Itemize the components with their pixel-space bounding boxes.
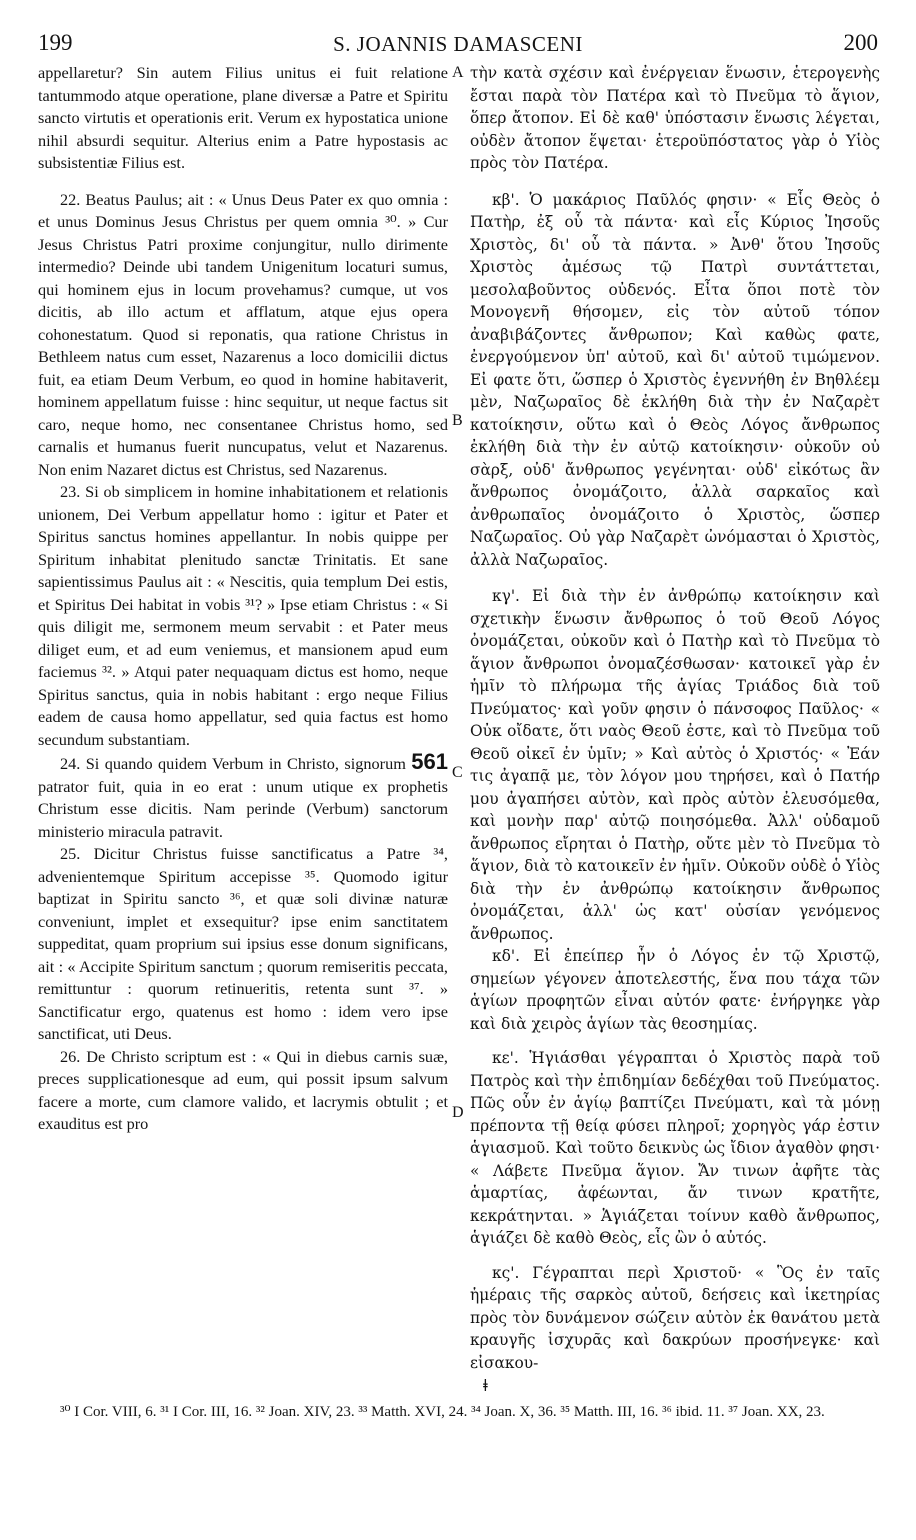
latin-paragraph-22: 22. Beatus Paulus; ait : « Unus Deus Pater ex quo omnia : et unus Dominus Jesus Christus per quem omnia ³⁰. » Cur Jesus Christus Patri proxime conjungitur, nullo dirimente intermedio? Deinde ubi tandem Unigenitum locaturi sumus, qui hominem ejus in locum provehamus? cumque, ut vos dicitis, ab illo actum et afflatum, atque ejus opera cohonestatum. Quod si reponatis, qua ratione Christus in Bethleem natus cum esset, Nazarenus a loco domicilii dictus fuit, ea etiam Deum Verbum, eo quod in homine habitaverit, hominem appellatum fuisse : hinc sequitur, ut neque factus sit caro, neque homo, nec consentanee Christus homo, sed carnalis et humanus fuerit nuncupatus, velut et Nazarenus. Non enim Nazaret dictus est Christus, sed Nazarenus.: [38, 189, 448, 479]
latin-paragraph-24-rest: patrator fuit, quia in eo erat : unum utique ex prophetis Christum esse dicitis. Nam perinde (Verbum) sanctorum ministerio miracula patravit.: [38, 776, 448, 841]
margin-letter-d: D: [452, 1104, 464, 1121]
page-header: [38, 30, 878, 58]
greek-paragraph-26: κς'. Γέγραπται περὶ Χριστοῦ· « Ὃς ἐν ταῖς ἡμέραις τῆς σαρκὸς αὐτοῦ, δεήσεις καὶ ἱκετηρίας πρὸς τὸν δυνάμενον σώζειν αὐτὸν ἐκ θανάτου μετὰ κραυγῆς ἰσχυρᾶς καὶ δακρύων προσήνεγκε· καὶ εἰσακου-: [470, 1263, 880, 1372]
latin-paragraph-25: 25. Dicitur Christus fuisse sanctificatus a Patre ³⁴, advenientemque Spiritum accepisse ³⁵. Quomodo igitur baptizat in Spiritu sancto ³⁶, et quæ soli divinæ naturæ conveniunt, implet et exsequitur? ipse enim sanctitatem suppeditat, quam proprium sui ipsius esse donum significans, ait : « Accipite Spiritum sanctum ; quorum remiseritis peccata, remittuntur : quorum retinueritis, retenta sunt ³⁷. » Sanctificatur ergo, quatenus est homo : idem vero ipse sanctificat, uti Deus.: [38, 844, 448, 1043]
greek-paragraph-continued: τὴν κατὰ σχέσιν καὶ ἐνέργειαν ἕνωσιν, ἑτερογενὴς ἔσται παρὰ τὸν Πατέρα καὶ τὸ Πνεῦμα τὸ ἅγιον, ὅπερ ἄτοπον. Εἰ δὲ καθ' ὑπόστασιν ἕνωσις λέγεται, οὐδὲν ἄτοπον ἕψεται· ἑτεροϋπόστατος γὰρ ὁ Υἱὸς πρὸς τὸν Πατέρα.: [470, 64, 880, 172]
running-title: S. JOANNIS DAMASCENI: [333, 32, 583, 56]
printer-mark: ǂ: [483, 1376, 488, 1395]
latin-paragraph-24: [38, 751, 448, 843]
greek-paragraph-25: κε'. Ἡγιάσθαι γέγραπται ὁ Χριστὸς παρὰ τοῦ Πατρὸς καὶ τὴν ἐπιδημίαν δεδέχθαι τοῦ Πνεύματος. Πῶς οὖν ἐν ἁγίῳ βαπτίζει Πνεύματι, καὶ τὰ μόνῃ πρέποντα τῇ θείᾳ φύσει πληροῖ; χορηγὸς γάρ ἐστιν ἁγιασμοῦ. Καὶ τοῦτο δεικνὺς ὡς ἴδιον ἀγαθὸν φησι· « Λάβετε Πνεῦμα ἅγιον. Ἄν τινων ἀφῆτε τὰς ἁμαρτίας, ἀφέωνται, ἄν τινων κρατῆτε, κεκράτηνται. » Ἁγιάζεται τοίνυν καθὸ ἄνθρωπος, ἁγιάζει δὲ καθὸ Θεὸς, εἷς ὢν ὁ αὐτός.: [470, 1049, 880, 1247]
page-number-right: 200: [843, 30, 878, 55]
latin-paragraph-26: 26. De Christo scriptum est : « Qui in diebus carnis suæ, preces supplicationesque ad eum, qui possit ipsum salvum facere a morte, cum clamore valido, et lacrymis obtulit ; et exauditus est pro: [38, 1046, 448, 1133]
latin-column: [38, 62, 448, 1136]
latin-paragraph-23: 23. Si ob simplicem in homine inhabitationem et relationis unionem, Dei Verbum appellatur homo : igitur et Pater et Spiritus sanctus homines appellantur. In nobis quippe per Spiritum inhabitat plenitudo sanctæ Trinitatis. Et sane sapientissimus Paulus ait : « Nescitis, quia templum Dei estis, et Spiritus Dei habitat in vobis ³¹? » Ipse etiam Christus : « Si quis diligit me, sermonem meum servabit : et Pater meus diliget eum, et ad eum veniemus, et mansionem apud eum faciemus ³². » Atqui pater nequaquam dictus est homo, neque Spiritus sanctus, quia in nobis habitant : ergo neque Filius eadem de causa homo appellatur, sed quia factus est homo secundum substantiam.: [38, 482, 448, 749]
latin-paragraph-continued: appellaretur? Sin autem Filius unitus ei fuit relatione tantummodo atque operatione, plane diversæ a Patre et Spiritu sancto virtutis et operationis erit. Verum ex hypostatica unione nihil absurdi sequitur. Alterius enim a Patre hypostasis ac subsistentiæ Filius est.: [38, 63, 448, 172]
greek-paragraph-22: κβ'. Ὁ μακάριος Παῦλός φησιν· « Εἷς Θεὸς ὁ Πατὴρ, ἐξ οὗ τὰ πάντα· καὶ εἷς Κύριος Ἰησοῦς Χριστὸς, δι' οὗ τὰ πάντα. » Ἀνθ' ὅτου Ἰησοῦς Χριστὸς ἀμέσως τῷ Πατρὶ συντάττεται, μεσολαβοῦντος οὐδενός. Εἶτα ὅποι ποτὲ τὸν Μονογενῆ θήσομεν, εἰς τὸν αὐτοῦ τόπον ἀναβιβάζοντες ἄνθρωπον; Καὶ καθὼς φατε, ἐνεργούμενον ὑπ' αὐτοῦ, καὶ δι' αὐτοῦ τιμώμενον. Εἰ φατε ὅτι, ὥσπερ ὁ Χριστὸς ἐγεννήθη ἐν Βηθλέεμ μὲν, Ναζωραῖος δὲ ἐκλήθη διὰ τὴν ἐν Ναζαρὲτ κατοίκησιν, οὕτω καὶ ὁ Θεὸς Λόγος ἄνθρωπος ἐκλήθη διὰ τὴν ἐν αὐτῷ κατοίκησιν· οὐκοῦν οὐ σὰρξ, οὐδ' ἄνθρωπος γεγένηται· οὐδ' εἰκότως ἂν ἄνθρωπος ὀνομάζοιτο, ἀλλὰ σαρκαῖος καὶ ἀνθρωπαῖος ὀνομάζοιτο ὁ Χριστὸς, ὥσπερ Ναζωραῖος. Οὐ γὰρ Ναζαρὲτ ὠνόμασται ὁ Χριστὸς, ἀλλὰ Ναζωραῖος.: [470, 190, 880, 569]
latin-paragraph-24-text: 24. Si quando quidem Verbum in Christo, signorum: [60, 754, 406, 773]
migne-column-number: 561: [411, 749, 448, 774]
margin-letter-b: B: [452, 412, 463, 429]
page-number-left: 199: [38, 30, 73, 55]
margin-letter-a: A: [452, 64, 464, 81]
greek-paragraph-24: κδ'. Εἰ ἐπείπερ ἦν ὁ Λόγος ἐν τῷ Χριστῷ, σημείων γέγονεν ἀποτελεστής, ἕνα που τάχα τῶν ἁγίων προφητῶν εἶναι αὐτόν φατε· ἐνήργηκε γὰρ καὶ διὰ χειρὸς ἁγίων τὰς θεοσημίας.: [470, 947, 880, 1033]
margin-letter-c: C: [452, 764, 463, 781]
greek-column: [470, 62, 880, 1374]
footnotes: ³⁰ I Cor. VIII, 6. ³¹ I Cor. III, 16. ³² Joan. XIV, 23. ³³ Matth. XVI, 24. ³⁴ Joan. X, 36. ³⁵ Matth. III, 16. ³⁶ ibid. 11. ³⁷ Joan. XX, 23.: [60, 1404, 825, 1420]
greek-paragraph-23: κγ'. Εἰ διὰ τὴν ἐν ἀνθρώπῳ κατοίκησιν καὶ σχετικὴν ἕνωσιν ἄνθρωπος ὁ τοῦ Θεοῦ Λόγος ὀνομάζεται, οὐκοῦν καὶ ὁ Πατὴρ καὶ τὸ Πνεῦμα τὸ ἅγιον ἄνθρωποι ὀνομαζέσθωσαν· κατοικεῖ γὰρ ἐν ἡμῖν τὸ πλήρωμα τῆς ἁγίας Τριάδος διὰ τοῦ Πνεύματος· καὶ γοῦν φησιν ὁ πάνσοφος Παῦλος· « Οὐκ οἴδατε, ὅτι ναὸς Θεοῦ ἐστε, καὶ τὸ Πνεῦμα τοῦ Θεοῦ οἰκεῖ ἐν ὑμῖν; » Καὶ αὐτὸς ὁ Χριστός· « Ἐάν τις ἀγαπᾷ με, τὸν λόγον μου τηρήσει, καὶ ὁ Πατήρ μου ἀγαπήσει αὐτὸν, καὶ πρὸς αὐτὸν ἐλευσόμεθα, καὶ μονὴν παρ' αὐτῷ ποιησόμεθα. Ἀλλ' οὐδαμοῦ ἄνθρωπος εἴρηται ὁ Πατὴρ, οὔτε μὲν τὸ Πνεῦμα τὸ ἅγιον, διὰ τὸ κατοικεῖν ἐν ἡμῖν. Οὐκοῦν οὐδὲ ὁ Υἱὸς διὰ τὴν ἐν ἀνθρώπῳ κατοίκησιν ἄνθρωπος ὀνομάζεται, ἀλλ' ὡς κατ' οὐσίαν γενόμενος ἄνθρωπος.: [470, 587, 880, 943]
